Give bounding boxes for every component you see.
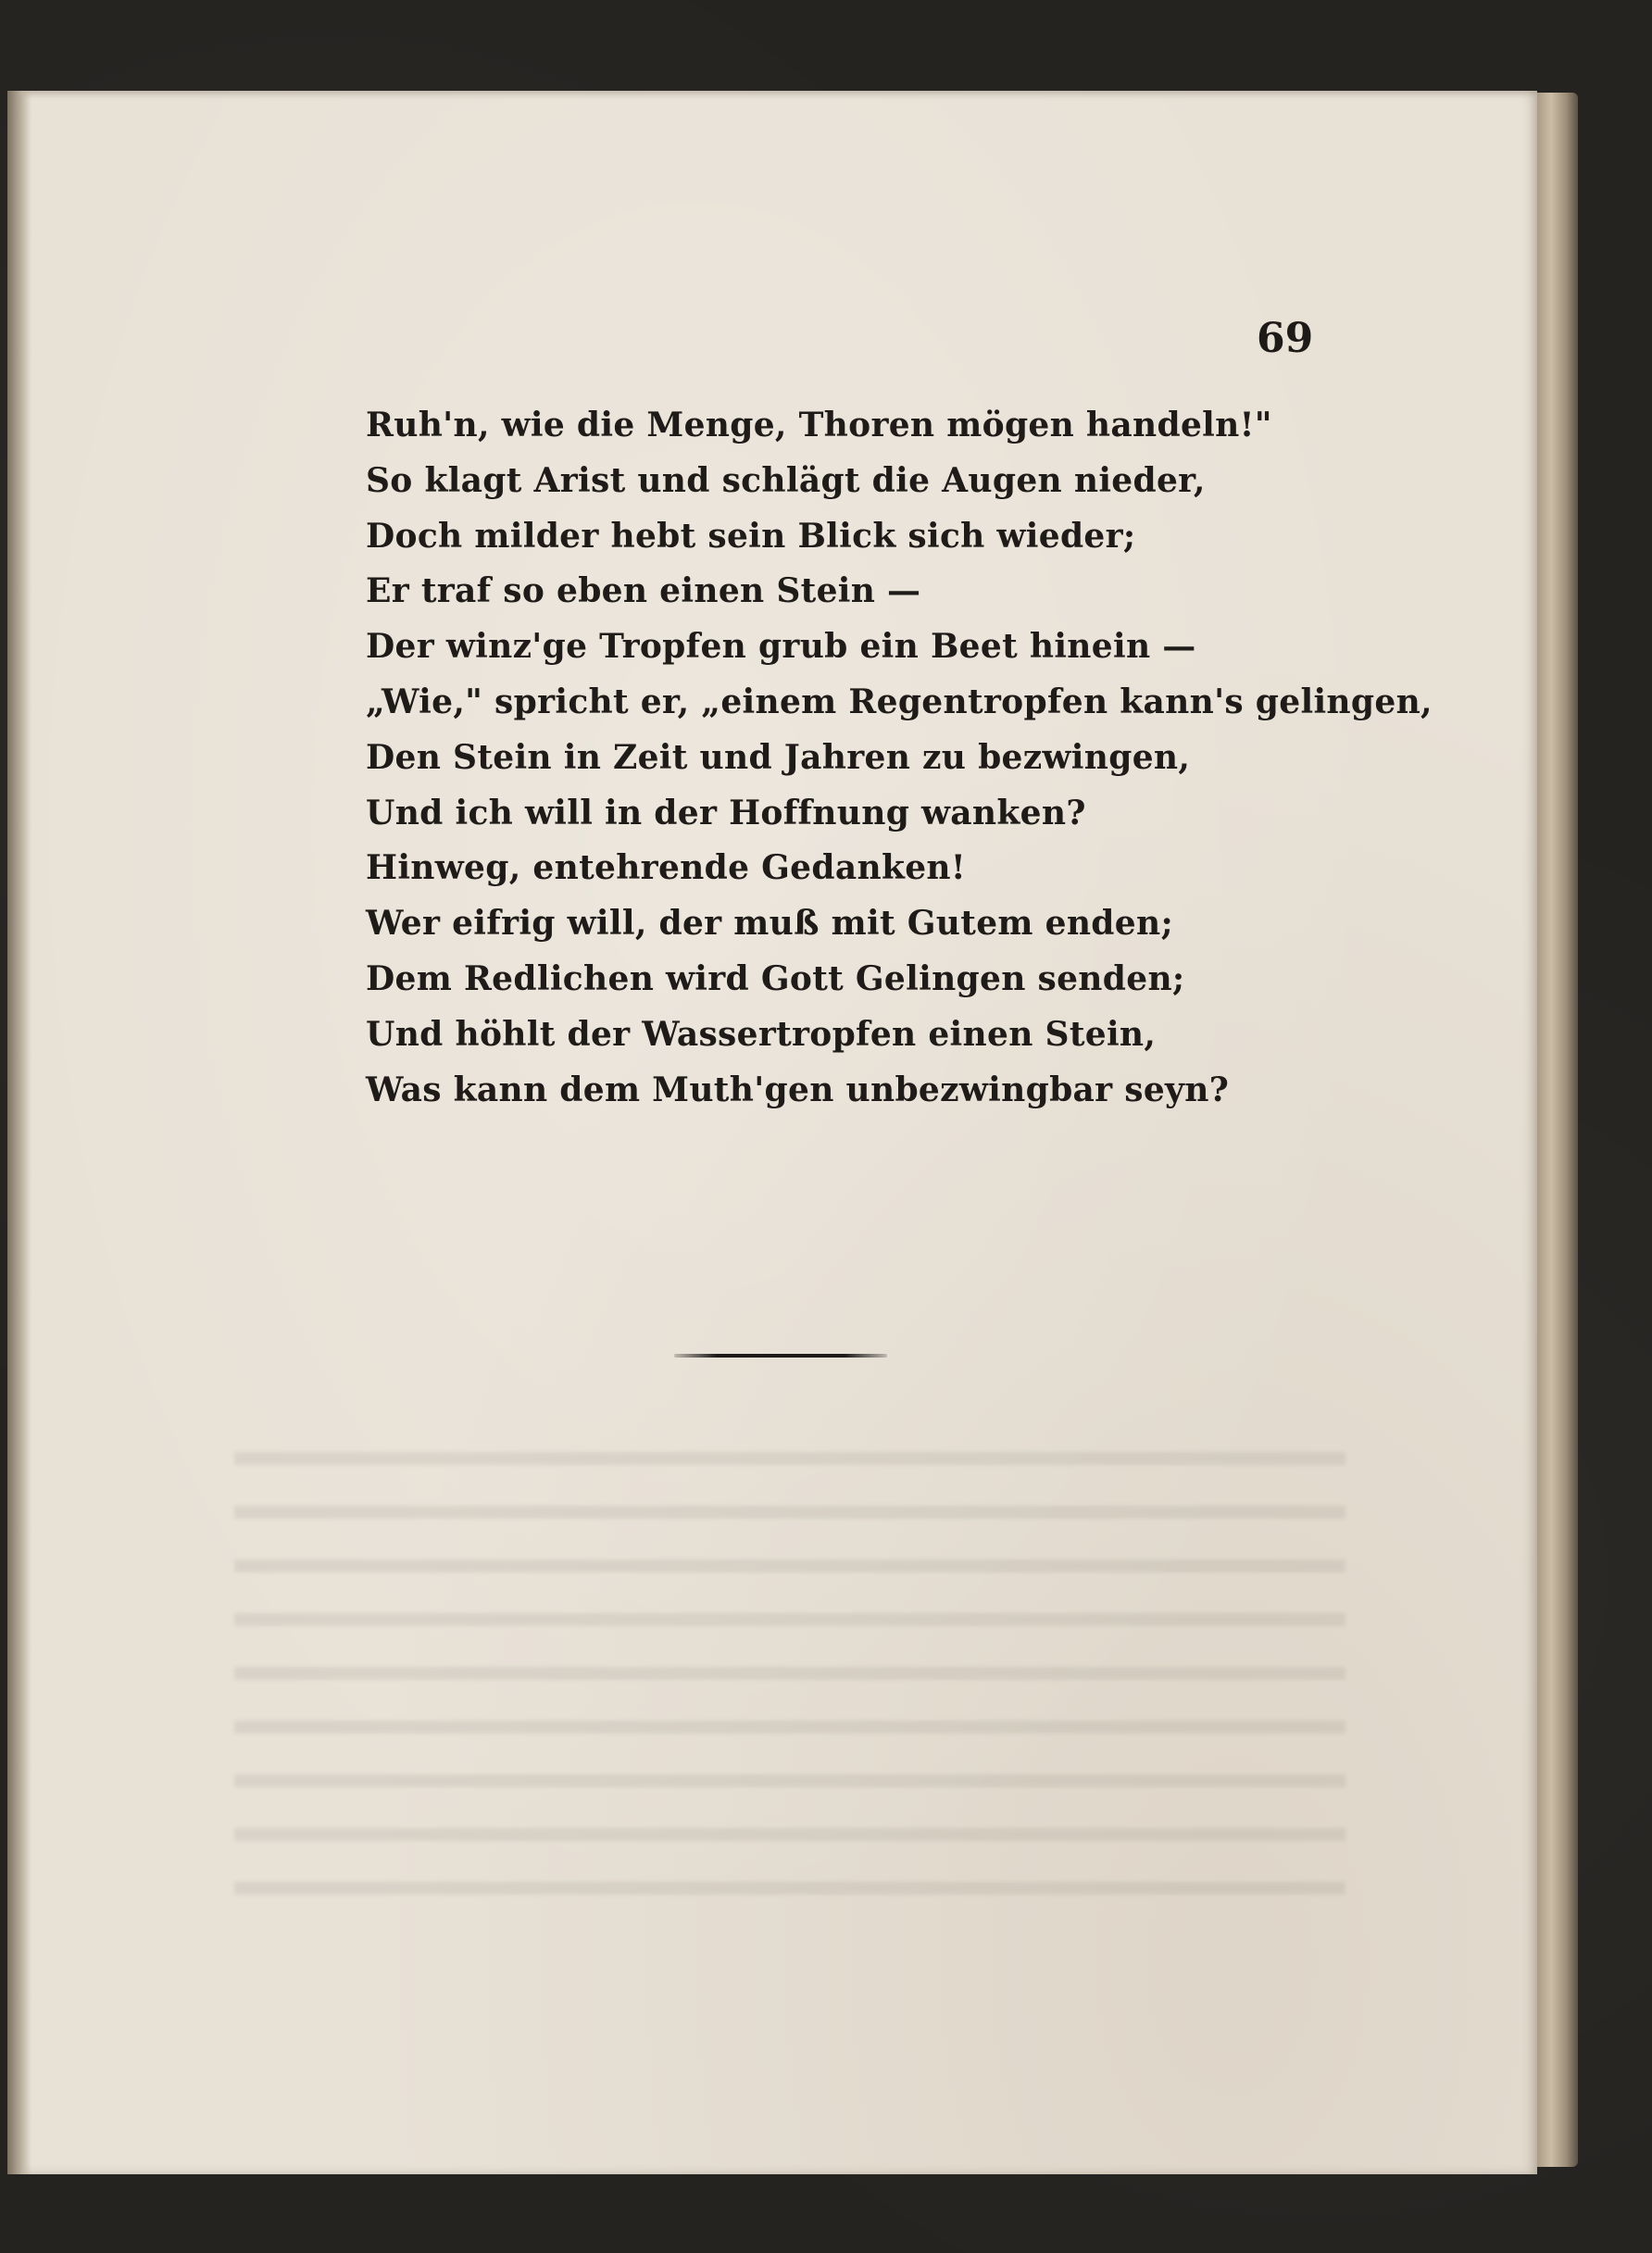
poem-line: Doch milder hebt sein Blick sich wieder;	[366, 516, 1136, 556]
poem-line: Er traf so eben einen Stein —	[366, 571, 921, 611]
poem-line: Dem Redlichen wird Gott Gelingen senden;	[366, 958, 1185, 998]
poem-text	[366, 398, 1433, 1118]
poem-line: Und ich will in der Hoffnung wanken?	[366, 793, 1086, 832]
poem-line: Den Stein in Zeit und Jahren zu bezwingen,	[366, 737, 1191, 777]
poem-line: Und höhlt der Wassertropfen einen Stein,	[366, 1014, 1157, 1054]
poem-line: Hinweg, entehrende Gedanken!	[366, 848, 966, 888]
book-gutter	[7, 91, 31, 2174]
page-number: 69	[1257, 315, 1314, 362]
section-divider	[674, 1354, 887, 1358]
poem-line: Der winz'ge Tropfen grub ein Beet hinein —	[366, 627, 1196, 667]
reverse-side-bleed-through	[234, 1424, 1345, 1906]
poem-line: Wer eifrig will, der muß mit Gutem enden;	[366, 904, 1174, 944]
poem-line: So klagt Arist und schlägt die Augen nieder,	[366, 460, 1206, 500]
poem-line: Ruh'n, wie die Menge, Thoren mögen handeln!"	[366, 406, 1272, 444]
poem-line: Was kann dem Muth'gen unbezwingbar seyn?	[366, 1070, 1230, 1109]
poem-line: „Wie," spricht er, „einem Regentropfen kann's gelingen,	[366, 682, 1433, 721]
